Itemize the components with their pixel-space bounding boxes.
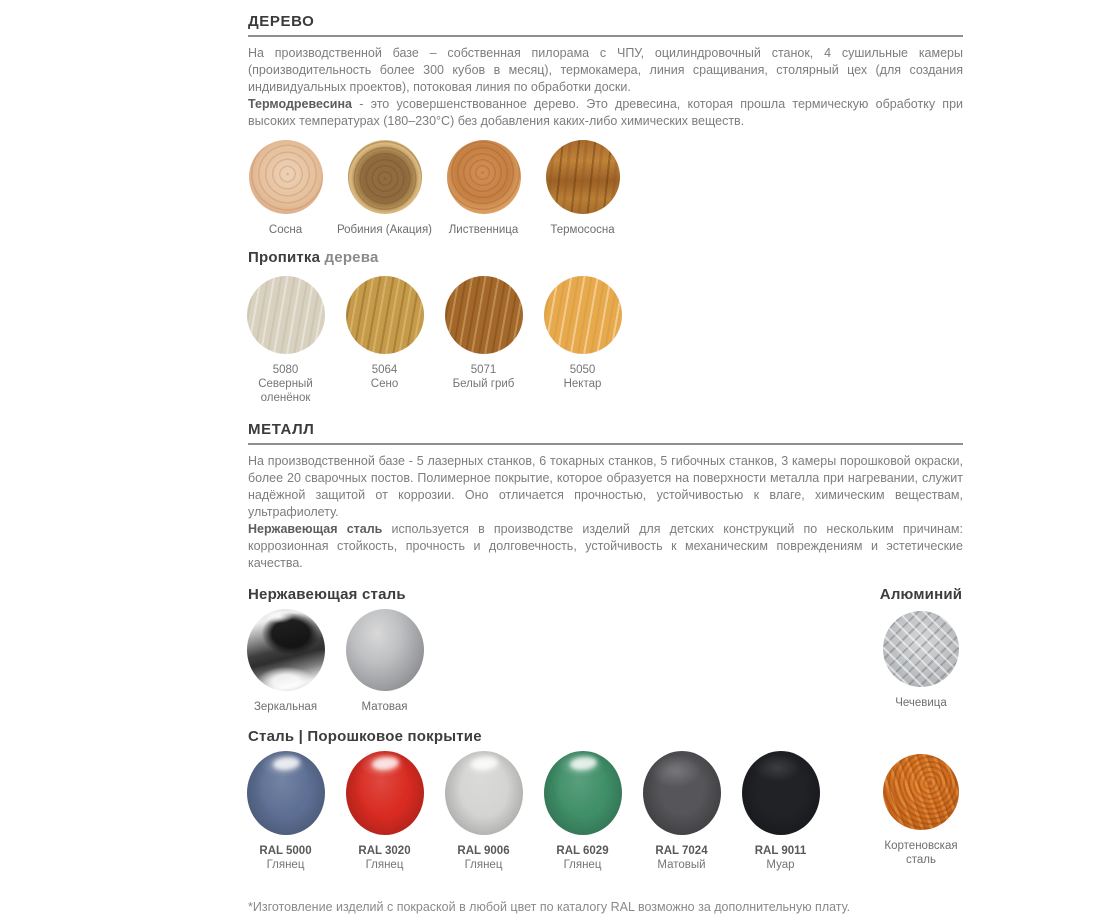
stainless-aluminum-row: [248, 586, 963, 714]
ral-finish: Глянец: [464, 859, 503, 871]
thermowood-rest: - это усовершенствованное дерево. Это древесина, которая прошла термическую обработку при высоких температурах (180–230°С) без добавления каких-либо химических веществ.: [248, 97, 963, 128]
stain-code: 5064: [371, 364, 398, 376]
ral-color-item: [731, 751, 830, 872]
impregnation-heading: [248, 249, 963, 266]
wood-species-item: [434, 140, 533, 237]
powder-heading: Сталь | Порошковое покрытие: [248, 728, 482, 745]
impregnation-item: [236, 276, 335, 405]
ral-9006-swatch: [445, 751, 523, 835]
wood-species-label: Лиственница: [448, 224, 519, 236]
impregnation-label: [371, 363, 398, 391]
powder-coating-row: [248, 728, 963, 872]
metal-section-title: МЕТАЛЛ: [248, 421, 963, 445]
stain-code: 5050: [569, 364, 596, 376]
wood-species-label: Термососна: [550, 224, 615, 236]
metal-paragraph-2: [248, 521, 963, 572]
pine-wood-swatch: [249, 140, 323, 214]
impregnation-item: [335, 276, 434, 405]
impregnation-label: [236, 363, 335, 405]
ral-color-item: [335, 751, 434, 872]
impregnation-row: [236, 276, 963, 405]
stainless-item: [335, 609, 434, 714]
stain-name: Нектар: [563, 378, 602, 390]
wood-species-item: [236, 140, 335, 237]
wood-species-row: [236, 140, 963, 237]
metal-paragraph-1: На производственной базе - 5 лазерных станков, 6 токарных станков, 5 гибочных станков, 3 камеры порошковой окраски, более 20 сварочных постов. Полимерное покрытие, которое образуется на поверхности металла при нагревании, служит надёжной защитой от коррозии. Оно отличается прочностью, устойчивостью к влаге, химическим веществам, ультрафиолету.: [248, 454, 963, 519]
stain-swatch-5080: [247, 276, 325, 354]
ral-label: [358, 844, 410, 872]
stainless-item: [236, 609, 335, 714]
corten-label: Кортеновская сталь: [884, 840, 958, 866]
impregnation-heading-bold: Пропитка: [248, 249, 321, 266]
larch-wood-swatch: [447, 140, 521, 214]
impregnation-heading-light: дерева: [320, 249, 379, 266]
corten-steel-swatch: [883, 754, 959, 830]
wood-species-label: Сосна: [268, 224, 303, 236]
wood-species-item: [335, 140, 434, 237]
robinia-wood-swatch: [348, 140, 422, 214]
stainless-finish-label: Зеркальная: [253, 701, 318, 713]
ral-finish: Муар: [766, 859, 795, 871]
stain-swatch-5071: [445, 276, 523, 354]
thermopine-wood-swatch: [546, 140, 620, 214]
wood-paragraph-2: [248, 96, 963, 130]
ral-finish: Глянец: [365, 859, 404, 871]
mirror-steel-swatch: [247, 609, 325, 691]
corten-group: [879, 728, 963, 867]
ral-code: RAL 9006: [457, 845, 510, 857]
impregnation-label: [453, 363, 515, 391]
ral-code: RAL 5000: [259, 845, 312, 857]
ral-colors-row: [236, 751, 830, 872]
ral-3020-swatch: [346, 751, 424, 835]
stain-name: Сено: [370, 378, 399, 390]
stainless-heading: Нержавеющая сталь: [248, 586, 406, 603]
ral-label: [259, 844, 311, 872]
ral-finish: Глянец: [266, 859, 305, 871]
ral-code: RAL 3020: [358, 845, 411, 857]
ral-finish: Глянец: [563, 859, 602, 871]
ral-code: RAL 6029: [556, 845, 609, 857]
stainless-lead: Нержавеющая сталь: [248, 522, 383, 536]
stain-swatch-5050: [544, 276, 622, 354]
ral-footnote: *Изготовление изделий с покраской в любой цвет по каталогу RAL возможно за дополнительную плату.: [248, 900, 851, 914]
checkerplate-aluminum-swatch: [883, 611, 959, 687]
matte-steel-swatch: [346, 609, 424, 691]
ral-color-item: [434, 751, 533, 872]
impregnation-item: [434, 276, 533, 405]
wood-section-title: ДЕРЕВО: [248, 13, 963, 37]
aluminum-heading: Алюминий: [879, 586, 963, 603]
ral-color-item: [533, 751, 632, 872]
catalog-page: [248, 0, 963, 914]
ral-6029-swatch: [544, 751, 622, 835]
wood-species-label: Робиния (Акация): [336, 224, 432, 236]
stainless-group: [248, 586, 434, 714]
ral-label: [457, 844, 509, 872]
stain-code: 5080: [272, 364, 299, 376]
powder-group: [248, 728, 830, 872]
stainless-rest: используется в производстве изделий для детских конструкций по нескольким причинам: коррозионная стойкость, прочность и долговечность, устойчивость к механическим повреждениям и эстетические качества.: [248, 522, 963, 570]
ral-7024-swatch: [643, 751, 721, 835]
stainless-finish-label: Матовая: [361, 701, 408, 713]
wood-species-item: [533, 140, 632, 237]
aluminum-finish-label: Чечевица: [895, 697, 947, 709]
ral-label: [755, 844, 807, 872]
stain-name: Белый гриб: [452, 378, 515, 390]
ral-finish: Матовый: [657, 859, 706, 871]
aluminum-group: [879, 586, 963, 710]
ral-label: [556, 844, 608, 872]
impregnation-item: [533, 276, 632, 405]
ral-code: RAL 9011: [754, 845, 807, 857]
ral-color-item: [236, 751, 335, 872]
ral-9011-swatch: [742, 751, 820, 835]
ral-5000-swatch: [247, 751, 325, 835]
ral-code: RAL 7024: [655, 845, 708, 857]
thermowood-lead: Термодревесина: [248, 97, 352, 111]
stain-swatch-5064: [346, 276, 424, 354]
ral-color-item: [632, 751, 731, 872]
impregnation-label: [564, 363, 602, 391]
stainless-finishes-row: [236, 609, 434, 714]
stain-code: 5071: [470, 364, 497, 376]
ral-label: [655, 844, 707, 872]
wood-paragraph-1: На производственной базе – собственная пилорама с ЧПУ, оцилиндровочный станок, 4 сушильные камеры (производительность более 300 кубов в месяц), термокамера, линия сращивания, столярный цех (для создания индивидуальных проектов), потоковая линия по обработки доски.: [248, 46, 963, 94]
stain-name: Северный оленёнок: [258, 378, 313, 404]
